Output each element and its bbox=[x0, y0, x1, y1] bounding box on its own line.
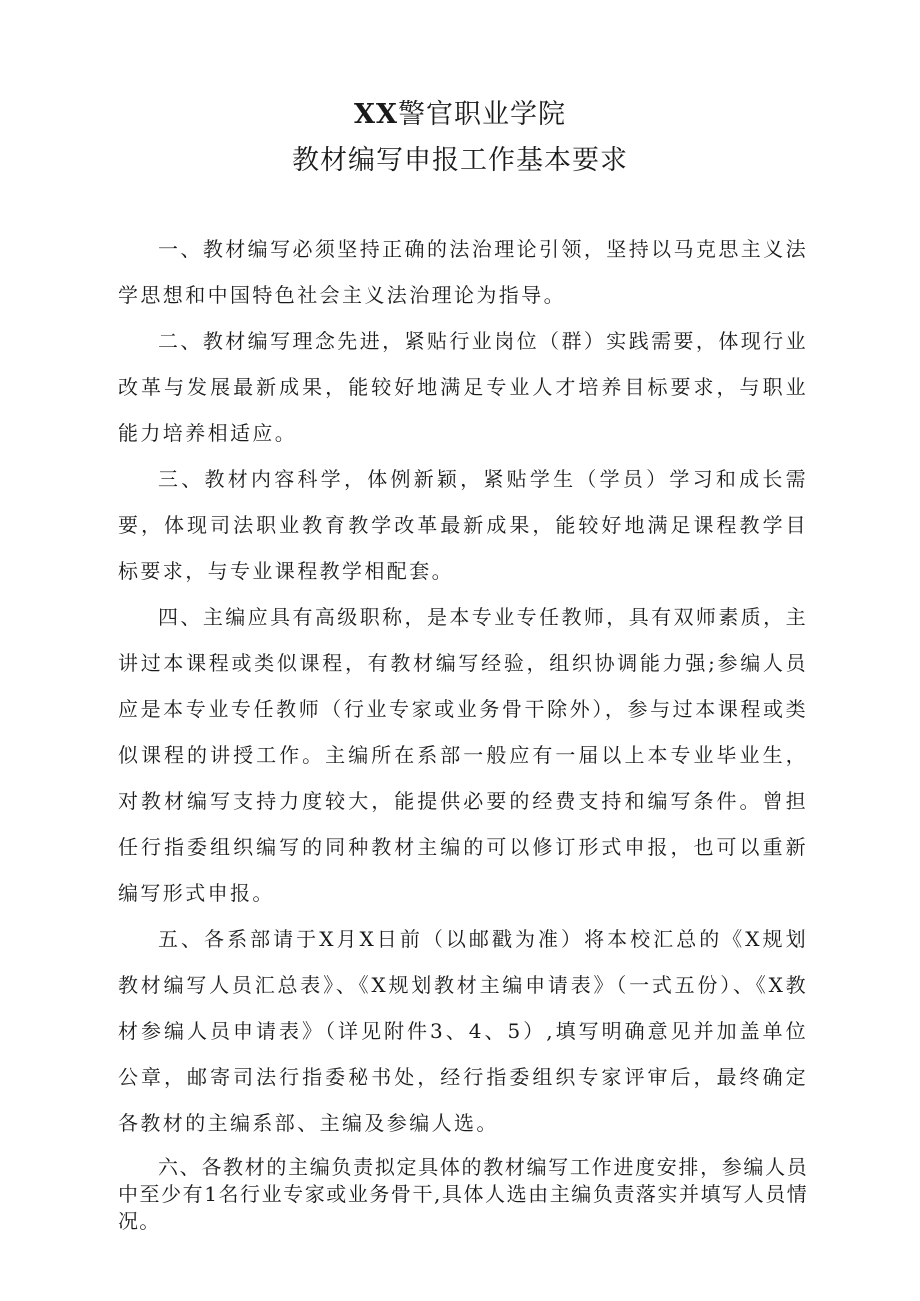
paragraph-3: 三、教材内容科学，体例新颖，紧贴学生（学员）学习和成长需要，体现司法职业教育教学改革最新成果，能较好地满足课程教学目标要求，与专业课程教学相配套。 bbox=[118, 467, 808, 583]
title-line-2: 教材编写申报工作基本要求 bbox=[292, 145, 628, 176]
title-prefix: XX bbox=[354, 99, 398, 130]
title-line-1 bbox=[0, 92, 920, 138]
paragraph-1: 一、教材编写必须坚持正确的法治理论引领，坚持以马克思主义法学思想和中国特色社会主义法治理论为指导。 bbox=[118, 237, 808, 307]
title-block bbox=[0, 92, 920, 184]
document-body bbox=[118, 226, 808, 1235]
paragraph-5: 五、各系部请于X月X日前（以邮戳为准）将本校汇总的《X规划教材编写人员汇总表》、《X规划教材主编申请表》（一式五份）、《X教材参编人员申请表》（详见附件3、4、5）,填写明确意见并加盖单位公章，邮寄司法行指委秘书处，经行指委组织专家评审后，最终确定各教材的主编系部、主编及参编人选。 bbox=[118, 927, 808, 1135]
title-institution: 警官职业学院 bbox=[397, 99, 566, 130]
paragraph-2: 二、教材编写理念先进，紧贴行业岗位（群）实践需要，体现行业改革与发展最新成果，能较好地满足专业人才培养目标要求，与职业能力培养相适应。 bbox=[118, 329, 808, 445]
paragraph-4: 四、主编应具有高级职称，是本专业专任教师，具有双师素质，主讲过本课程或类似课程，有教材编写经验，组织协调能力强;参编人员应是本专业专任教师（行业专家或业务骨干除外），参与过本课程或类似课程的讲授工作。主编所在系部一般应有一届以上本专业毕业生，对教材编写支持力度较大，能提供必要的经费支持和编写条件。曾担任行指委组织编写的同种教材主编的可以修订形式申报，也可以重新编写形式申报。 bbox=[118, 605, 808, 905]
paragraph-6: 六、各教材的主编负责拟定具体的教材编写工作进度安排，参编人员中至少有1名行业专家或业务骨干,具体人选由主编负责落实并填写人员情况。 bbox=[118, 1155, 808, 1233]
